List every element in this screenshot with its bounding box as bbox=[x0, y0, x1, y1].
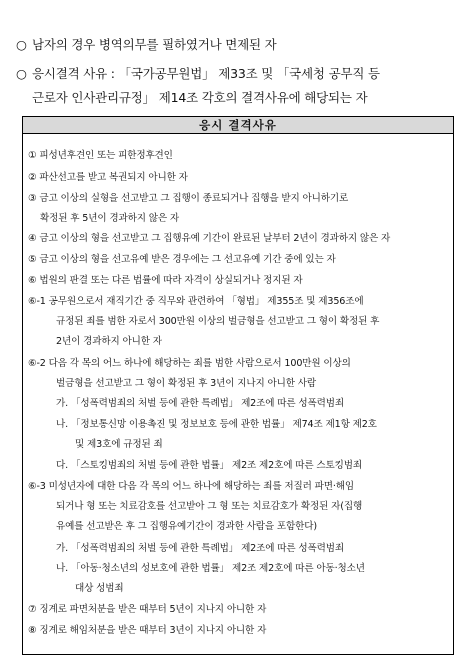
list-item: 규정된 죄를 범한 자로서 300만원 이상의 벌금형을 선고받고 그 형이 확정된 후 bbox=[56, 316, 380, 327]
list-item: ⑧ 징계로 해임처분을 받은 때부터 3년이 지나지 아니한 자 bbox=[28, 625, 267, 636]
list-item: ⑥-1 공무원으로서 재직기간 중 직무와 관련하여 「형법」 제355조 및 제356조에 bbox=[28, 296, 364, 307]
list-item: ③ 금고 이상의 실형을 선고받고 그 집행이 종료되거나 집행을 받지 아니하기로 bbox=[28, 193, 349, 204]
list-item: ④ 금고 이상의 형을 선고받고 그 집행유예 기간이 완료된 날부터 2년이 경과하지 않은 자 bbox=[28, 233, 391, 244]
list-item: ⑥ 법원의 판결 또는 다른 법률에 따라 자격이 상실되거나 정지된 자 bbox=[28, 275, 303, 286]
intro-line-2 bbox=[16, 65, 463, 83]
list-item: 되거나 형 또는 치료감호를 선고받아 그 형 또는 치료감호가 확정된 자(집행 bbox=[56, 501, 363, 512]
circle-bullet-icon: ○ bbox=[16, 66, 27, 81]
list-item: ① 피성년후견인 또는 피한정후견인 bbox=[28, 150, 173, 161]
list-item: ⑥-3 미성년자에 대한 다음 각 목의 어느 하나에 해당하는 죄를 저질러 파면·해임 bbox=[28, 481, 355, 492]
list-item: ② 파산선고를 받고 복권되지 아니한 자 bbox=[28, 172, 188, 183]
intro-line-1-text: 남자의 경우 병역의무를 필하였거나 면제된 자 bbox=[32, 37, 277, 52]
intro-line-2-text: 응시결격 사유 : 「국가공무원법」 제33조 및 「국세청 공무직 등 bbox=[32, 66, 380, 81]
list-item: 다. 「스토킹범죄의 처벌 등에 관한 법률」 제2조 제2호에 따른 스토킹범죄 bbox=[56, 460, 362, 471]
list-item: 벌금형을 선고받고 그 형이 확정된 후 3년이 지나지 아니한 사람 bbox=[56, 378, 316, 389]
list-item: 대상 성범죄 bbox=[75, 583, 124, 594]
list-item: ⑤ 금고 이상의 형을 선고유예 받은 경우에는 그 선고유예 기간 중에 있는 자 bbox=[28, 254, 336, 265]
list-item: 가. 「성폭력범죄의 처벌 등에 관한 특례법」 제2조에 따른 성폭력범죄 bbox=[56, 398, 344, 409]
list-item: ⑦ 징계로 파면처분을 받은 때부터 5년이 지나지 아니한 자 bbox=[28, 604, 267, 615]
disqualification-box-title: 응시 결격사유 bbox=[22, 116, 454, 134]
circle-bullet-icon: ○ bbox=[16, 37, 27, 52]
intro-line-1 bbox=[16, 36, 463, 54]
list-item: 및 제3호에 규정된 죄 bbox=[75, 439, 163, 450]
list-item: 나. 「정보통신망 이용촉진 및 정보보호 등에 관한 법률」 제74조 제1항 제2호 bbox=[56, 419, 377, 430]
list-item: 가. 「성폭력범죄의 처벌 등에 관한 특례법」 제2조에 따른 성폭력범죄 bbox=[56, 543, 344, 554]
list-item: 2년이 경과하지 아니한 자 bbox=[56, 336, 162, 347]
intro-line-3-text: 근로자 인사관리규정」 제14조 각호의 결격사유에 해당되는 자 bbox=[32, 90, 368, 105]
list-item: 확정된 후 5년이 경과하지 않은 자 bbox=[40, 213, 179, 224]
list-item: 나. 「아동·청소년의 성보호에 관한 법률」 제2조 제2호에 따른 아동·청소년 bbox=[56, 563, 365, 574]
intro-line-3 bbox=[32, 89, 463, 107]
list-item: ⑥-2 다음 각 목의 어느 하나에 해당하는 죄를 범한 사람으로서 100만원 이상의 bbox=[28, 358, 351, 369]
list-item: 유예를 선고받은 후 그 집행유예기간이 경과한 사람을 포함한다) bbox=[56, 521, 317, 532]
